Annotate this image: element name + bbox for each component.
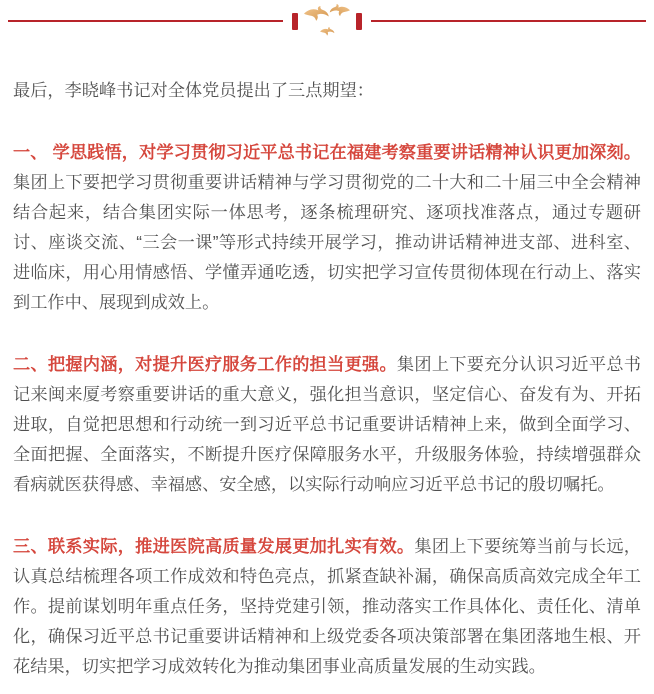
divider-bar-left [292,13,298,30]
section-paragraph-1 [13,137,641,317]
intro-paragraph: 最后，李晓峰书记对全体党员提出了三点期望： [13,80,374,100]
divider-line-left [8,20,283,22]
divider-bar-right [356,13,362,30]
section-heading-2: 二、把握内涵，对提升医疗服务工作的担当更强。 [13,354,397,374]
divider-line-right [371,20,646,22]
section-heading-1: 一、 学思践悟，对学习贯彻习近平总书记在福建考察重要讲话精神认识更加深刻。 [13,142,641,162]
doves-icon [303,2,351,40]
section-paragraph-3 [13,531,641,681]
section-body-1: 集团上下要把学习贯彻重要讲话精神与学习贯彻党的二十大和二十届三中全会精神结合起来，结合集团实际一体思考，逐条梳理研究、逐项找准落点，通过专题研讨、座谈交流、“三会一课”等形式持续开展学习，推动讲话精神进支部、进科室、进临床，用心用情感悟、学懂弄通吃透，切实把学习宣传贯彻体现在行动上、落实到工作中、展现到成效上。 [13,172,641,312]
article-page [0,2,654,681]
article-body [0,75,654,681]
section-body-2: 集团上下要充分认识习近平总书记来闽来厦考察重要讲话的重大意义，强化担当意识，坚定信心、奋发有为、开拓进取，自觉把思想和行动统一到习近平总书记重要讲话精神上来，做到全面学习、全面把握、全面落实，不断提升医疗保障服务水平，升级服务体验，持续增强群众看病就医获得感、幸福感、安全感，以实际行动响应习近平总书记的殷切嘱托。 [13,354,641,494]
section-paragraph-2 [13,349,641,499]
section-heading-3: 三、联系实际，推进医院高质量发展更加扎实有效。 [13,536,415,556]
section-body-3: 集团上下要统筹当前与长远，认真总结梳理各项工作成效和特色亮点，抓紧查缺补漏，确保高质高效完成全年工作。提前谋划明年重点任务，坚持党建引领，推动落实工作具体化、责任化、清单化，确保习近平总书记重要讲话精神和上级党委各项决策部署在集团落地生根、开花结果，切实把学习成效转化为推动集团事业高质量发展的生动实践。 [13,536,641,676]
header-divider [0,2,654,40]
